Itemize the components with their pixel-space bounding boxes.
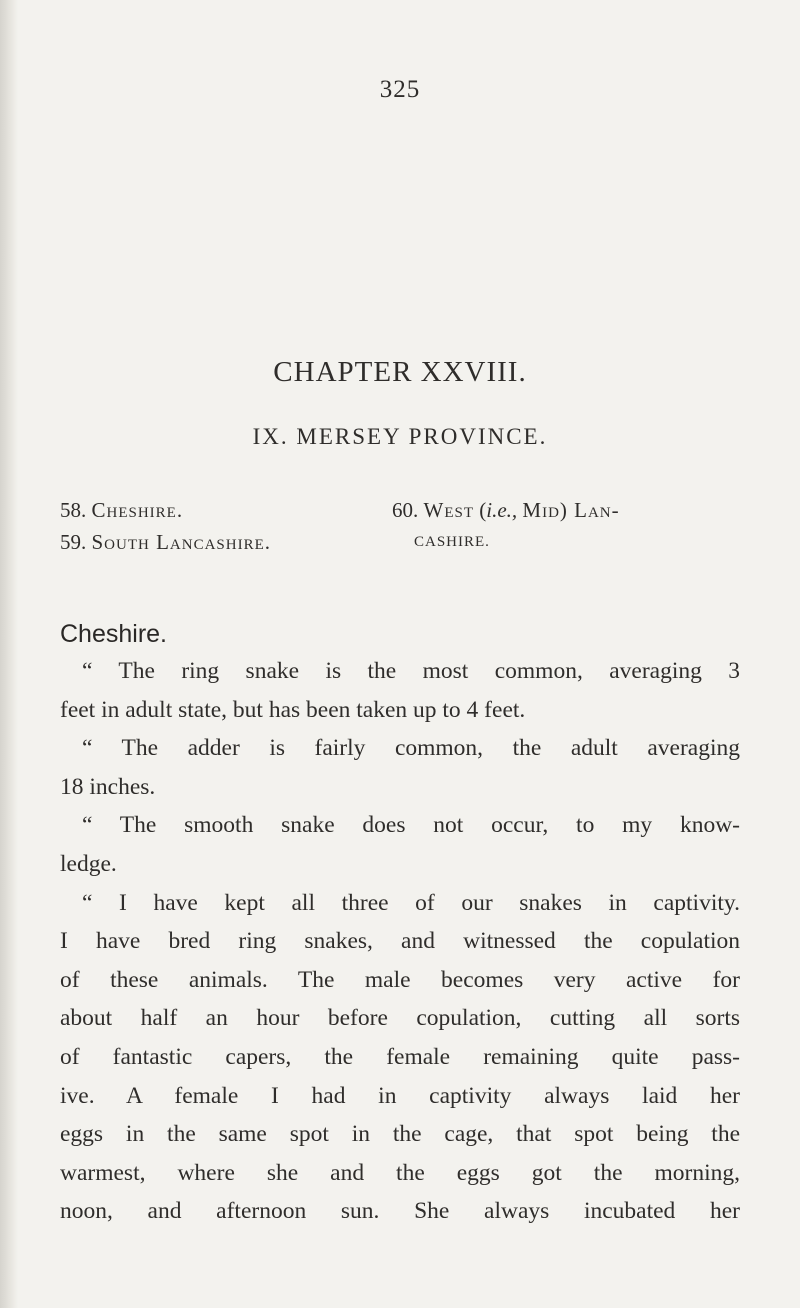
body-text	[60, 652, 740, 1231]
contents-item	[60, 526, 400, 558]
paragraph-line: eggs in the same spot in the cage, that spot being the	[60, 1121, 740, 1148]
contents-item-label: South Lancashire.	[91, 530, 272, 554]
contents-item-label-continued: Mid) Lan-	[522, 498, 620, 522]
contents-item	[60, 494, 400, 526]
contents-item-number: 60.	[392, 498, 419, 522]
paragraph-line: warmest, where she and the eggs got the morning,	[60, 1159, 740, 1186]
paragraph-line: “ The adder is fairly common, the adult averaging	[82, 735, 740, 762]
paragraph-line: feet in adult state, but has been taken up to 4 feet.	[60, 696, 526, 723]
contents-item-label: West	[423, 498, 474, 522]
contents-item-abbreviation: i.e.,	[486, 498, 518, 522]
paragraph-line: ive. A female I had in captivity always laid her	[60, 1082, 740, 1109]
paragraph-line: of these animals. The male becomes very active for	[60, 966, 740, 993]
paragraph-line: I have bred ring snakes, and witnessed the copulation	[60, 928, 740, 955]
contents-item-number: 59.	[60, 530, 87, 554]
paragraph-line: 18 inches.	[60, 773, 156, 800]
page-edge-shadow	[0, 0, 18, 1308]
paragraph-line: ledge.	[60, 850, 117, 877]
contents-right-column	[392, 494, 732, 558]
paragraph-line: “ I have kept all three of our snakes in captivity.	[82, 889, 740, 916]
paragraph-line: “ The smooth snake does not occur, to my know-	[82, 812, 740, 839]
contents-item: 60. West (i.e., Mid) Lan-	[392, 498, 620, 522]
section-title: IX. MERSEY PROVINCE.	[252, 424, 548, 449]
page-number: 325	[379, 76, 421, 103]
contents-item-number: 58.	[60, 498, 87, 522]
chapter-title: CHAPTER XXVIII.	[273, 356, 527, 388]
paragraph-line: “ The ring snake is the most common, averaging 3	[82, 658, 740, 684]
section-heading: Cheshire.	[60, 620, 167, 648]
contents-item-continuation: CASHIRE.	[414, 534, 490, 550]
paragraph-line: of fantastic capers, the female remaining quite pass-	[60, 1043, 740, 1070]
paragraph-line: noon, and afternoon sun. She always incubated her	[60, 1198, 740, 1225]
contents-item-label: Cheshire.	[91, 498, 184, 522]
contents-left-column	[60, 494, 400, 558]
paragraph-line: about half an hour before copulation, cutting all sorts	[60, 1005, 740, 1032]
